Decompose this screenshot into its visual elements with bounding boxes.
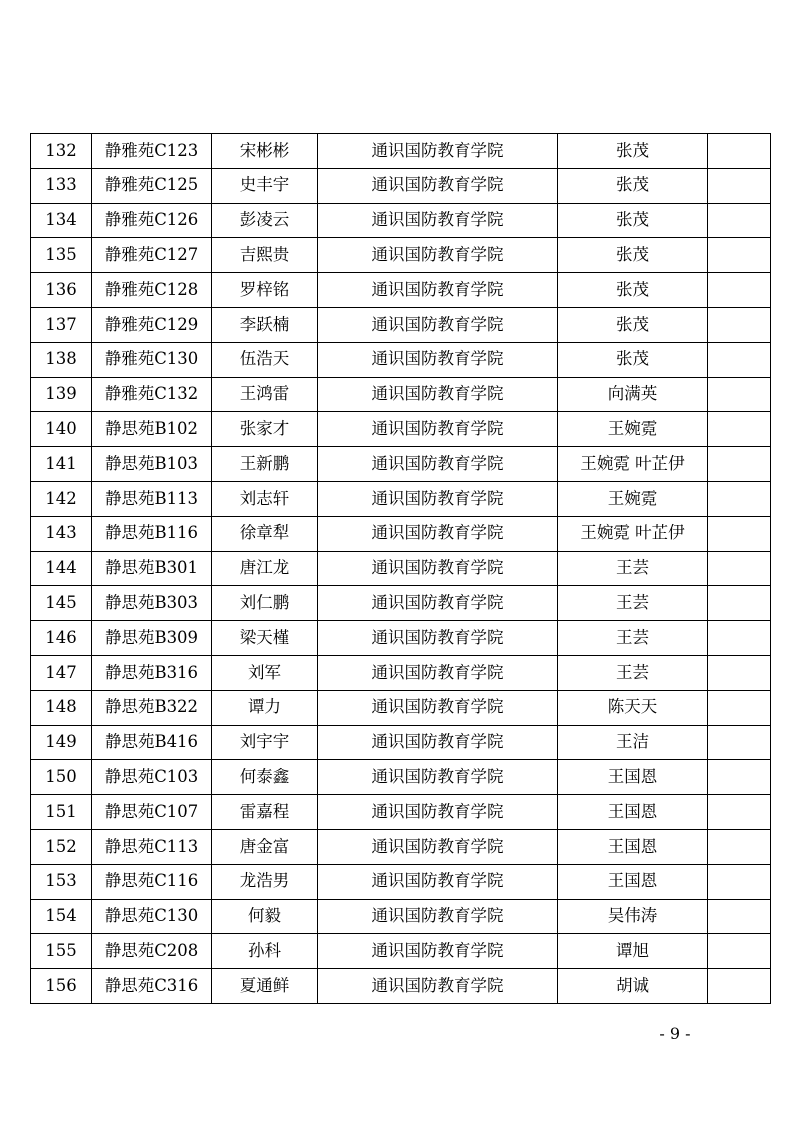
college-cell: 通识国防教育学院: [318, 377, 558, 412]
remark-cell: [708, 203, 771, 238]
student-name-cell: 王鸿雷: [212, 377, 318, 412]
remark-cell: [708, 447, 771, 482]
row-number-cell: 150: [31, 760, 92, 795]
college-cell: 通识国防教育学院: [318, 307, 558, 342]
college-cell: 通识国防教育学院: [318, 795, 558, 830]
row-number-cell: 156: [31, 969, 92, 1004]
college-cell: 通识国防教育学院: [318, 481, 558, 516]
remark-cell: [708, 621, 771, 656]
remark-cell: [708, 168, 771, 203]
dorm-room-cell: 静思苑C113: [92, 829, 212, 864]
remark-cell: [708, 377, 771, 412]
student-name-cell: 彭凌云: [212, 203, 318, 238]
dorm-room-cell: 静思苑B416: [92, 725, 212, 760]
table-row: [31, 412, 771, 447]
counselor-cell: 王婉霓: [558, 481, 708, 516]
dorm-room-cell: 静思苑C107: [92, 795, 212, 830]
student-name-cell: 刘军: [212, 655, 318, 690]
dorm-room-cell: 静思苑B322: [92, 690, 212, 725]
table-row: [31, 516, 771, 551]
counselor-cell: 王芸: [558, 621, 708, 656]
dorm-room-cell: 静思苑C116: [92, 864, 212, 899]
college-cell: 通识国防教育学院: [318, 621, 558, 656]
college-cell: 通识国防教育学院: [318, 134, 558, 169]
dorm-room-cell: 静思苑B301: [92, 551, 212, 586]
remark-cell: [708, 273, 771, 308]
table-row: [31, 655, 771, 690]
student-name-cell: 史丰宇: [212, 168, 318, 203]
dorm-room-cell: 静思苑B309: [92, 621, 212, 656]
student-name-cell: 谭力: [212, 690, 318, 725]
row-number-cell: 141: [31, 447, 92, 482]
counselor-cell: 张茂: [558, 203, 708, 238]
student-name-cell: 夏通鲜: [212, 969, 318, 1004]
student-name-cell: 何毅: [212, 899, 318, 934]
row-number-cell: 138: [31, 342, 92, 377]
counselor-cell: 吴伟涛: [558, 899, 708, 934]
row-number-cell: 149: [31, 725, 92, 760]
row-number-cell: 155: [31, 934, 92, 969]
dorm-room-cell: 静思苑B116: [92, 516, 212, 551]
remark-cell: [708, 655, 771, 690]
table-row: [31, 273, 771, 308]
student-name-cell: 雷嘉程: [212, 795, 318, 830]
table-row: [31, 377, 771, 412]
remark-cell: [708, 690, 771, 725]
remark-cell: [708, 342, 771, 377]
counselor-cell: 向满英: [558, 377, 708, 412]
remark-cell: [708, 725, 771, 760]
counselor-cell: 张茂: [558, 342, 708, 377]
college-cell: 通识国防教育学院: [318, 273, 558, 308]
student-name-cell: 龙浩男: [212, 864, 318, 899]
remark-cell: [708, 551, 771, 586]
row-number-cell: 146: [31, 621, 92, 656]
college-cell: 通识国防教育学院: [318, 168, 558, 203]
counselor-cell: 王国恩: [558, 760, 708, 795]
row-number-cell: 135: [31, 238, 92, 273]
table-row: [31, 795, 771, 830]
student-name-cell: 梁天槿: [212, 621, 318, 656]
student-name-cell: 刘志轩: [212, 481, 318, 516]
roster-table: [30, 133, 771, 1004]
row-number-cell: 136: [31, 273, 92, 308]
student-name-cell: 唐江龙: [212, 551, 318, 586]
student-name-cell: 何泰鑫: [212, 760, 318, 795]
table-row: [31, 551, 771, 586]
row-number-cell: 145: [31, 586, 92, 621]
table-row: [31, 725, 771, 760]
row-number-cell: 140: [31, 412, 92, 447]
table-row: [31, 342, 771, 377]
counselor-cell: 张茂: [558, 273, 708, 308]
dorm-room-cell: 静思苑B102: [92, 412, 212, 447]
remark-cell: [708, 134, 771, 169]
student-name-cell: 王新鹏: [212, 447, 318, 482]
counselor-cell: 王国恩: [558, 829, 708, 864]
college-cell: 通识国防教育学院: [318, 725, 558, 760]
table-row: [31, 134, 771, 169]
table-row: [31, 238, 771, 273]
counselor-cell: 谭旭: [558, 934, 708, 969]
student-name-cell: 吉熙贵: [212, 238, 318, 273]
dorm-room-cell: 静雅苑C130: [92, 342, 212, 377]
college-cell: 通识国防教育学院: [318, 690, 558, 725]
page-number: - 9 -: [659, 1024, 691, 1043]
dorm-room-cell: 静思苑C316: [92, 969, 212, 1004]
remark-cell: [708, 899, 771, 934]
dorm-room-cell: 静思苑B303: [92, 586, 212, 621]
dorm-room-cell: 静思苑C208: [92, 934, 212, 969]
counselor-cell: 王婉霓 叶芷伊: [558, 516, 708, 551]
row-number-cell: 139: [31, 377, 92, 412]
college-cell: 通识国防教育学院: [318, 586, 558, 621]
counselor-cell: 王芸: [558, 551, 708, 586]
student-name-cell: 伍浩天: [212, 342, 318, 377]
row-number-cell: 133: [31, 168, 92, 203]
student-name-cell: 刘宇宇: [212, 725, 318, 760]
college-cell: 通识国防教育学院: [318, 412, 558, 447]
table-row: [31, 307, 771, 342]
college-cell: 通识国防教育学院: [318, 864, 558, 899]
student-name-cell: 罗梓铭: [212, 273, 318, 308]
student-name-cell: 李跃楠: [212, 307, 318, 342]
student-name-cell: 宋彬彬: [212, 134, 318, 169]
dorm-room-cell: 静雅苑C132: [92, 377, 212, 412]
college-cell: 通识国防教育学院: [318, 516, 558, 551]
dorm-room-cell: 静雅苑C126: [92, 203, 212, 238]
table-row: [31, 481, 771, 516]
table-row: [31, 864, 771, 899]
table-row: [31, 829, 771, 864]
dorm-room-cell: 静思苑C103: [92, 760, 212, 795]
college-cell: 通识国防教育学院: [318, 655, 558, 690]
counselor-cell: 胡诚: [558, 969, 708, 1004]
remark-cell: [708, 864, 771, 899]
remark-cell: [708, 307, 771, 342]
table-row: [31, 586, 771, 621]
row-number-cell: 151: [31, 795, 92, 830]
college-cell: 通识国防教育学院: [318, 969, 558, 1004]
remark-cell: [708, 481, 771, 516]
dorm-room-cell: 静思苑B316: [92, 655, 212, 690]
dorm-room-cell: 静思苑B113: [92, 481, 212, 516]
dorm-room-cell: 静思苑C130: [92, 899, 212, 934]
counselor-cell: 王国恩: [558, 864, 708, 899]
counselor-cell: 王芸: [558, 655, 708, 690]
table-row: [31, 969, 771, 1004]
dorm-room-cell: 静雅苑C129: [92, 307, 212, 342]
college-cell: 通识国防教育学院: [318, 203, 558, 238]
college-cell: 通识国防教育学院: [318, 829, 558, 864]
college-cell: 通识国防教育学院: [318, 238, 558, 273]
student-name-cell: 刘仁鹏: [212, 586, 318, 621]
counselor-cell: 王婉霓 叶芷伊: [558, 447, 708, 482]
row-number-cell: 148: [31, 690, 92, 725]
table-row: [31, 203, 771, 238]
row-number-cell: 153: [31, 864, 92, 899]
counselor-cell: 张茂: [558, 168, 708, 203]
row-number-cell: 154: [31, 899, 92, 934]
college-cell: 通识国防教育学院: [318, 899, 558, 934]
row-number-cell: 152: [31, 829, 92, 864]
row-number-cell: 132: [31, 134, 92, 169]
counselor-cell: 张茂: [558, 238, 708, 273]
counselor-cell: 陈天天: [558, 690, 708, 725]
table-row: [31, 899, 771, 934]
remark-cell: [708, 969, 771, 1004]
student-name-cell: 唐金富: [212, 829, 318, 864]
remark-cell: [708, 934, 771, 969]
student-name-cell: 张家才: [212, 412, 318, 447]
table-row: [31, 168, 771, 203]
row-number-cell: 142: [31, 481, 92, 516]
counselor-cell: 王芸: [558, 586, 708, 621]
row-number-cell: 134: [31, 203, 92, 238]
table-row: [31, 690, 771, 725]
remark-cell: [708, 412, 771, 447]
row-number-cell: 143: [31, 516, 92, 551]
counselor-cell: 王洁: [558, 725, 708, 760]
college-cell: 通识国防教育学院: [318, 447, 558, 482]
dorm-room-cell: 静雅苑C128: [92, 273, 212, 308]
table-row: [31, 934, 771, 969]
remark-cell: [708, 586, 771, 621]
remark-cell: [708, 516, 771, 551]
table-row: [31, 621, 771, 656]
remark-cell: [708, 238, 771, 273]
college-cell: 通识国防教育学院: [318, 342, 558, 377]
remark-cell: [708, 829, 771, 864]
student-name-cell: 徐章犁: [212, 516, 318, 551]
table-row: [31, 447, 771, 482]
dorm-room-cell: 静雅苑C125: [92, 168, 212, 203]
dorm-room-cell: 静雅苑C123: [92, 134, 212, 169]
college-cell: 通识国防教育学院: [318, 934, 558, 969]
college-cell: 通识国防教育学院: [318, 551, 558, 586]
table-row: [31, 760, 771, 795]
counselor-cell: 张茂: [558, 307, 708, 342]
dorm-room-cell: 静思苑B103: [92, 447, 212, 482]
row-number-cell: 147: [31, 655, 92, 690]
counselor-cell: 张茂: [558, 134, 708, 169]
student-name-cell: 孙科: [212, 934, 318, 969]
remark-cell: [708, 760, 771, 795]
row-number-cell: 137: [31, 307, 92, 342]
counselor-cell: 王国恩: [558, 795, 708, 830]
counselor-cell: 王婉霓: [558, 412, 708, 447]
row-number-cell: 144: [31, 551, 92, 586]
remark-cell: [708, 795, 771, 830]
roster-body: [31, 134, 771, 1004]
dorm-room-cell: 静雅苑C127: [92, 238, 212, 273]
college-cell: 通识国防教育学院: [318, 760, 558, 795]
